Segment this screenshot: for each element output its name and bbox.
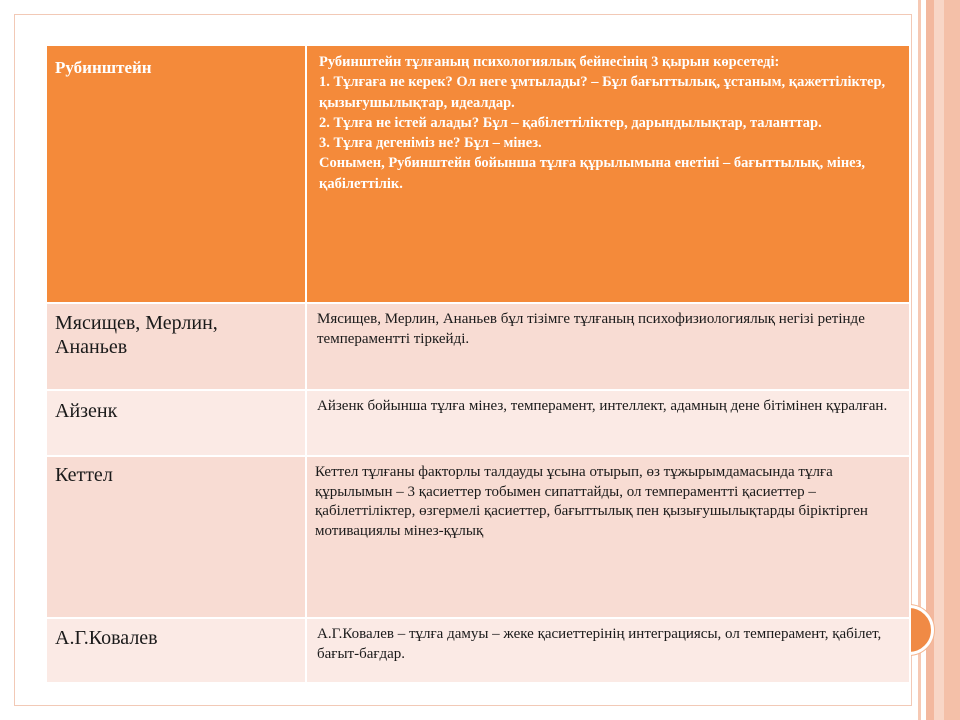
author-description: Кеттел тұлғаны факторлы талдауды ұсына отырып, өз тұжырымдамасында тұлға құрылымын – 3 қасиеттер тобымен сипаттайды, ол темпераментті қасиеттер – қабілеттіліктер, өзгермелі қасиеттер, бағыттылық пен қызығушылықтарды біріктірген мотивациялы мінез-құлық [315,464,868,539]
name-cell [46,390,306,456]
decor-stripe [934,0,944,720]
description-cell [306,45,910,303]
name-cell [46,303,306,390]
author-description: Мясищев, Мерлин, Ананьев бұл тізімге тұлғаның психофизиологиялық негізі ретінде темпераментті тіркейді. [317,311,865,347]
content-table [45,44,911,684]
table-row-myasishchev [46,303,910,390]
description-cell [306,303,910,390]
author-description: Айзенк бойынша тұлға мінез, темперамент, интеллект, адамның дене бітімінен құралған. [317,398,888,414]
author-name: Кеттел [55,464,113,486]
name-cell [46,45,306,303]
author-name: Рубинштейн [55,58,152,77]
name-cell [46,456,306,618]
author-description: Рубинштейн тұлғаның психологиялық бейнесінің 3 қырын көрсетеді: 1. Тұлғаға не керек? Ол неге ұмтылады? – Бұл бағыттылық, ұстаным, қажеттіліктер, қызығушылықтар, идеалдар. 2. Тұлға не істей алады? Бұл – қабілеттіліктер, дарындылықтар, таланттар. 3. Тұлға дегеніміз не? Бұл – мінез. Сонымен, Рубинштейн бойынша тұлға құрылымына енетіні – бағыттылық, мінез, қабілеттілік. [319,54,886,192]
author-name: Мясищев, Мерлин, Ананьев [55,312,218,358]
author-name: А.Г.Ковалев [55,627,158,649]
description-cell [306,390,910,456]
table-row-eysenck [46,390,910,456]
description-cell [306,618,910,683]
table-row-kovalev [46,618,910,683]
description-cell [306,456,910,618]
table-row-rubinstein [46,45,910,303]
author-name: Айзенк [55,400,118,422]
decor-stripe [944,0,960,720]
table-row-cattell [46,456,910,618]
name-cell [46,618,306,683]
author-description: А.Г.Ковалев – тұлға дамуы – жеке қасиеттерінің интеграциясы, ол темперамент, қабілет, бағыт-бағдар. [317,626,882,662]
